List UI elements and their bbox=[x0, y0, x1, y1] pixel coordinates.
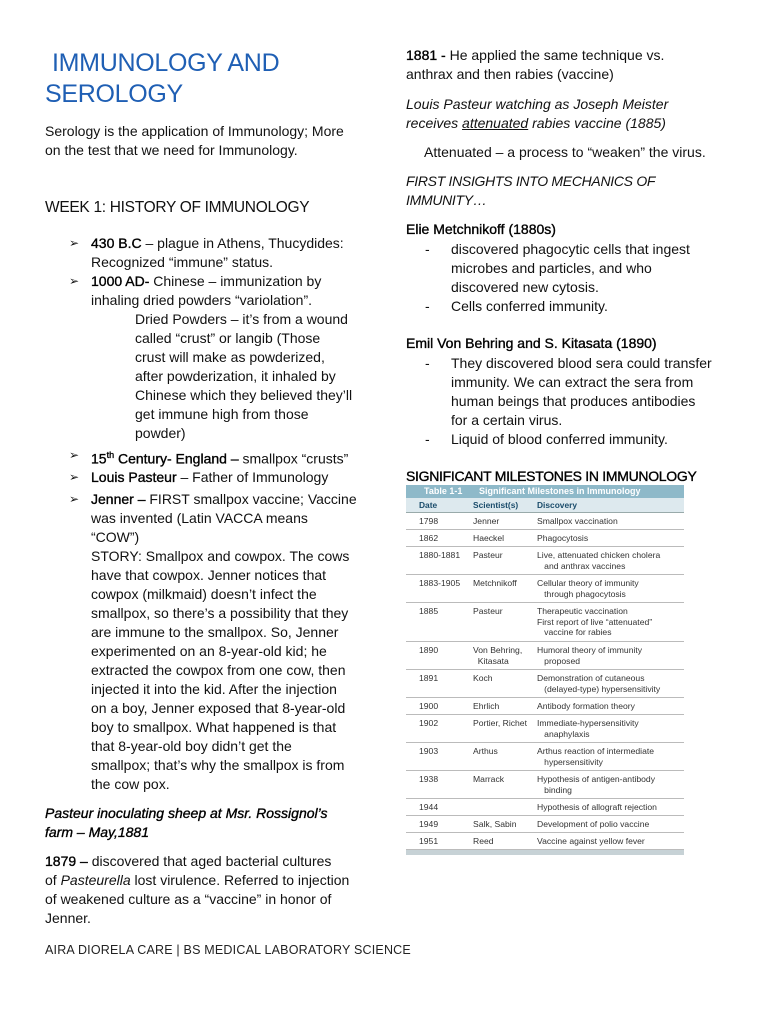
bullet-label: Louis Pasteur bbox=[91, 469, 177, 485]
table-header-row bbox=[406, 498, 684, 513]
week-heading: WEEK 1: HISTORY OF IMMUNOLOGY bbox=[45, 199, 310, 216]
cell-discovery-line: and anthrax vaccines bbox=[537, 560, 626, 571]
item-text: for a certain virus. bbox=[451, 412, 563, 428]
bullet-arrow-icon: ➢ bbox=[69, 448, 80, 462]
bullet-arrow-icon: ➢ bbox=[69, 470, 80, 484]
cell-scientists bbox=[473, 836, 494, 847]
cell-discovery bbox=[537, 533, 682, 544]
bullet-label: 430 B.C bbox=[91, 235, 142, 251]
note-line: powder) bbox=[135, 425, 186, 441]
dash-marker: - bbox=[425, 355, 430, 371]
cell-date: 1900 bbox=[419, 701, 439, 711]
table-row bbox=[406, 799, 684, 816]
bullet-text: inhaling dried powders “variolation”. bbox=[91, 292, 313, 308]
cell-discovery-line: First report of live “attenuated” bbox=[537, 616, 653, 627]
cell-scientists bbox=[473, 673, 493, 684]
cell-scientist-line: Metchnikoff bbox=[473, 578, 517, 588]
cell-scientist-line: Pasteur bbox=[473, 550, 503, 560]
table-caption: Significant Milestones in Immunology bbox=[479, 486, 641, 496]
paragraph-text: anthrax and then rabies (vaccine) bbox=[406, 66, 614, 82]
cell-scientists bbox=[473, 774, 504, 785]
table-row bbox=[406, 575, 684, 603]
paragraph-text: of weakened culture as a “vaccine” in honor of bbox=[45, 891, 332, 907]
bullet-text: FIRST smallpox vaccine; Vaccine bbox=[145, 491, 357, 507]
cell-discovery-line: vaccine for rabies bbox=[537, 627, 612, 637]
bullet-label: 1000 AD- bbox=[91, 273, 150, 289]
cell-scientists bbox=[473, 578, 517, 589]
cell-discovery-line: proposed bbox=[537, 655, 580, 666]
cell-scientists bbox=[473, 516, 499, 527]
cell-date: 1885 bbox=[419, 606, 439, 616]
heading-line: FIRST INSIGHTS INTO MECHANICS OF bbox=[406, 173, 656, 189]
dash-marker: - bbox=[425, 241, 430, 257]
bullet-text: smallpox, so there’s a possibility that they bbox=[91, 605, 349, 621]
cell-scientist-line: Ehrlich bbox=[473, 701, 500, 711]
note-line: after powderization, it inhaled by bbox=[135, 368, 336, 384]
page-title bbox=[45, 48, 365, 110]
bullet-text: that 8-year-old boy didn’t get the bbox=[91, 738, 292, 754]
insights-heading bbox=[406, 172, 736, 210]
table-row bbox=[406, 547, 684, 575]
bullet-arrow-icon: ➢ bbox=[69, 492, 80, 506]
bullet-text: on a boy, Jenner exposed that 8-year-old bbox=[91, 700, 346, 716]
cell-date: 1902 bbox=[419, 718, 439, 728]
cell-date: 1951 bbox=[419, 836, 439, 846]
cell-discovery bbox=[537, 550, 682, 571]
cell-discovery-line: Hypothesis of allograft rejection bbox=[537, 802, 657, 812]
paragraph-text: He applied the same technique vs. bbox=[445, 47, 665, 63]
item-text: Cells conferred immunity. bbox=[451, 298, 608, 314]
cell-discovery-line: anaphylaxis bbox=[537, 728, 590, 739]
pasteur-sheep-heading bbox=[45, 804, 375, 842]
bullet-text: experimented on an 8-year-old kid; he bbox=[91, 643, 327, 659]
item-text: human beings that produces antibodies bbox=[451, 393, 696, 409]
cell-date: 1938 bbox=[419, 774, 439, 784]
bullet-text: boy to smallpox. What happened is that bbox=[91, 719, 337, 735]
cell-discovery-line: Vaccine against yellow fever bbox=[537, 836, 645, 846]
cell-scientists bbox=[473, 606, 503, 617]
table-row bbox=[406, 833, 684, 850]
bullet-text: injected it into the kid. After the injection bbox=[91, 681, 337, 697]
intro-line-2: on the test that we need for Immunology. bbox=[45, 142, 298, 158]
cell-scientists bbox=[473, 746, 498, 757]
cell-date: 1903 bbox=[419, 746, 439, 756]
cell-discovery-line: Arthus reaction of intermediate bbox=[537, 746, 655, 756]
intro-paragraph bbox=[45, 122, 375, 160]
cell-date: 1880-1881 bbox=[419, 550, 461, 560]
behring-item-2 bbox=[425, 430, 741, 449]
item-text: They discovered blood sera could transfer bbox=[451, 355, 712, 371]
bullet-text: – plague in Athens, Thucydides: bbox=[141, 235, 344, 251]
bullet-text: extracted the cowpox from one cow, then bbox=[91, 662, 346, 678]
table-row bbox=[406, 715, 684, 743]
cell-scientist-line: Koch bbox=[473, 673, 493, 683]
cell-discovery-line: hypersensitivity bbox=[537, 756, 603, 767]
cell-discovery bbox=[537, 516, 682, 527]
cell-scientist-line: Salk, Sabin bbox=[473, 819, 517, 829]
footer: AIRA DIORELA CARE | BS MEDICAL LABORATORY SCIENCE bbox=[45, 943, 411, 957]
dash-marker: - bbox=[425, 431, 430, 447]
note-line: crust will make as powderized, bbox=[135, 349, 325, 365]
table-row bbox=[406, 743, 684, 771]
cell-discovery-line: Demonstration of cutaneous bbox=[537, 673, 645, 683]
caption-line: Louis Pasteur watching as Joseph Meister bbox=[406, 96, 669, 112]
item-text: discovered new cytosis. bbox=[451, 279, 599, 295]
cell-discovery-line: Development of polio vaccine bbox=[537, 819, 650, 829]
item-text: microbes and particles, and who bbox=[451, 260, 652, 276]
cell-discovery-line: Therapeutic vaccination bbox=[537, 606, 628, 616]
cell-scientist-line: Marrack bbox=[473, 774, 505, 784]
cell-discovery bbox=[537, 802, 682, 813]
paragraph-italic: Pasteurella bbox=[60, 872, 131, 888]
note-line: Dried Powders – it’s from a wound bbox=[135, 311, 348, 327]
paragraph-text: Jenner. bbox=[45, 910, 91, 926]
bullet-1000ad bbox=[69, 272, 371, 310]
cell-discovery bbox=[537, 673, 682, 694]
cell-discovery-line: Cellular theory of immunity bbox=[537, 578, 639, 588]
year-label: 1881 - bbox=[406, 47, 446, 63]
dried-powders-note bbox=[135, 310, 370, 443]
cell-discovery bbox=[537, 836, 682, 847]
note-line: Chinese which they believed they’ll bbox=[135, 387, 353, 403]
bullet-text: “COW”) bbox=[91, 529, 140, 545]
cell-scientists bbox=[473, 645, 522, 666]
cell-scientist-line: Haeckel bbox=[473, 533, 505, 543]
title-line-1: IMMUNOLOGY AND bbox=[52, 49, 280, 77]
bullet-text: – Father of Immunology bbox=[176, 469, 329, 485]
cell-scientists bbox=[473, 550, 503, 561]
attenuated-definition: Attenuated – a process to “weaken” the virus. bbox=[424, 144, 706, 160]
bullet-text: the cow pox. bbox=[91, 776, 170, 792]
cell-discovery bbox=[537, 718, 682, 739]
cell-date: 1890 bbox=[419, 645, 439, 655]
bullet-text: was invented (Latin VACCA means bbox=[91, 510, 308, 526]
cell-scientist-line: Kitasata bbox=[473, 655, 509, 666]
bullet-text: smallpox “crusts” bbox=[238, 450, 349, 467]
cell-discovery-line: through phagocytosis bbox=[537, 588, 626, 599]
cell-scientist-line: Von Behring, bbox=[473, 645, 523, 655]
dash-marker: - bbox=[425, 298, 430, 314]
title-line-2: SEROLOGY bbox=[45, 80, 183, 108]
cell-discovery bbox=[537, 606, 682, 638]
bullet-text: are immune to the smallpox. So, Jenner bbox=[91, 624, 339, 640]
cell-scientists bbox=[473, 701, 499, 712]
bullet-text: smallpox; that’s why the smallpox is from bbox=[91, 757, 345, 773]
cell-discovery bbox=[537, 645, 682, 666]
caption-text: rabies vaccine (1885) bbox=[528, 115, 666, 131]
table-label: Table 1-1 bbox=[424, 486, 463, 496]
cell-scientist-line: Portier, Richet bbox=[473, 718, 527, 728]
cell-discovery-line: Phagocytosis bbox=[537, 533, 589, 543]
cell-scientist-line: Reed bbox=[473, 836, 494, 846]
column-header-scientists: Scientist(s) bbox=[473, 500, 519, 510]
paragraph-1881 bbox=[406, 46, 736, 84]
column-header-discovery: Discovery bbox=[537, 500, 578, 510]
cell-discovery-line: binding bbox=[537, 784, 572, 795]
table-title-bar bbox=[406, 485, 684, 498]
cell-discovery-line: Immediate-hypersensitivity bbox=[537, 718, 639, 728]
table-body bbox=[406, 513, 684, 850]
caption-underlined: attenuated bbox=[462, 115, 529, 131]
cell-discovery-line: Hypothesis of antigen-antibody bbox=[537, 774, 656, 784]
cell-discovery-line: (delayed-type) hypersensitivity bbox=[537, 683, 661, 694]
behring-heading: Emil Von Behring and S. Kitasata (1890) bbox=[406, 335, 657, 351]
heading-line: Pasteur inoculating sheep at Msr. Rossignol’s bbox=[45, 805, 328, 821]
table-bottom-bar bbox=[406, 850, 684, 855]
cell-date: 1891 bbox=[419, 673, 439, 683]
cell-discovery bbox=[537, 701, 682, 712]
year-label: 1879 – bbox=[45, 853, 88, 869]
table-row bbox=[406, 670, 684, 698]
metchnikoff-item-1 bbox=[425, 240, 741, 297]
table-row bbox=[406, 642, 684, 670]
milestones-heading: SIGNIFICANT MILESTONES IN IMMUNOLOGY bbox=[406, 468, 697, 484]
metchnikoff-heading: Elie Metchnikoff (1880s) bbox=[406, 221, 556, 237]
bullet-label: Century- England – bbox=[114, 450, 239, 467]
cell-scientist-line: Pasteur bbox=[473, 606, 503, 616]
column-header-date: Date bbox=[419, 500, 438, 510]
bullet-text: cowpox (milkmaid) doesn’t infect the bbox=[91, 586, 317, 602]
cell-discovery bbox=[537, 774, 682, 795]
bullet-label: 15 bbox=[91, 450, 107, 467]
cell-date: 1862 bbox=[419, 533, 439, 543]
paragraph-1879 bbox=[45, 852, 375, 928]
bullet-430bc bbox=[69, 234, 371, 272]
table-row bbox=[406, 530, 684, 547]
cell-date: 1944 bbox=[419, 802, 439, 812]
table-row bbox=[406, 771, 684, 799]
meister-caption bbox=[406, 95, 736, 133]
paragraph-text: lost virulence. Referred to injection bbox=[130, 872, 350, 888]
table-row bbox=[406, 603, 684, 642]
metchnikoff-item-2 bbox=[425, 297, 741, 316]
cell-discovery bbox=[537, 819, 682, 830]
cell-date: 1883-1905 bbox=[419, 578, 461, 588]
bullet-arrow-icon: ➢ bbox=[69, 236, 80, 250]
bullet-arrow-icon: ➢ bbox=[69, 274, 80, 288]
caption-text: receives bbox=[406, 115, 463, 131]
intro-line-1: Serology is the application of Immunology; More bbox=[45, 123, 344, 139]
bullet-text: have that cowpox. Jenner notices that bbox=[91, 567, 327, 583]
note-line: called “crust” or langib (Those bbox=[135, 330, 321, 346]
cell-scientists bbox=[473, 533, 504, 544]
cell-discovery-line: Humoral theory of immunity bbox=[537, 645, 643, 655]
cell-discovery-line: Antibody formation theory bbox=[537, 701, 635, 711]
bullet-label: Jenner – bbox=[91, 491, 146, 507]
cell-scientist-line: Arthus bbox=[473, 746, 498, 756]
cell-scientist-line: Jenner bbox=[473, 516, 500, 526]
cell-date: 1798 bbox=[419, 516, 439, 526]
paragraph-text: discovered that aged bacterial cultures bbox=[87, 853, 332, 869]
cell-discovery bbox=[537, 578, 682, 599]
item-text: immunity. We can extract the sera from bbox=[451, 374, 694, 390]
bullet-text: Recognized “immune” status. bbox=[91, 254, 274, 270]
paragraph-text: of bbox=[45, 872, 61, 888]
heading-line: IMMUNITY… bbox=[406, 192, 487, 208]
cell-discovery-line: Live, attenuated chicken cholera bbox=[537, 550, 661, 560]
table-row bbox=[406, 816, 684, 833]
bullet-text: Chinese – immunization by bbox=[149, 273, 322, 289]
bullet-15th-century bbox=[69, 446, 371, 469]
behring-item-1 bbox=[425, 354, 741, 430]
note-line: get immune high from those bbox=[135, 406, 309, 422]
cell-discovery bbox=[537, 746, 682, 767]
cell-scientists bbox=[473, 819, 516, 830]
bullet-label-sup: th bbox=[106, 450, 115, 460]
milestones-table bbox=[406, 485, 684, 855]
item-text: discovered phagocytic cells that ingest bbox=[451, 241, 690, 257]
bullet-text: STORY: Smallpox and cowpox. The cows bbox=[91, 548, 350, 564]
table-row bbox=[406, 698, 684, 715]
cell-discovery-line: Smallpox vaccination bbox=[537, 516, 618, 526]
item-text: Liquid of blood conferred immunity. bbox=[451, 431, 668, 447]
bullet-jenner bbox=[69, 490, 376, 794]
table-row bbox=[406, 513, 684, 530]
cell-date: 1949 bbox=[419, 819, 439, 829]
heading-line: farm – May,1881 bbox=[45, 824, 150, 840]
bullet-pasteur bbox=[69, 468, 371, 487]
cell-scientists bbox=[473, 718, 527, 729]
